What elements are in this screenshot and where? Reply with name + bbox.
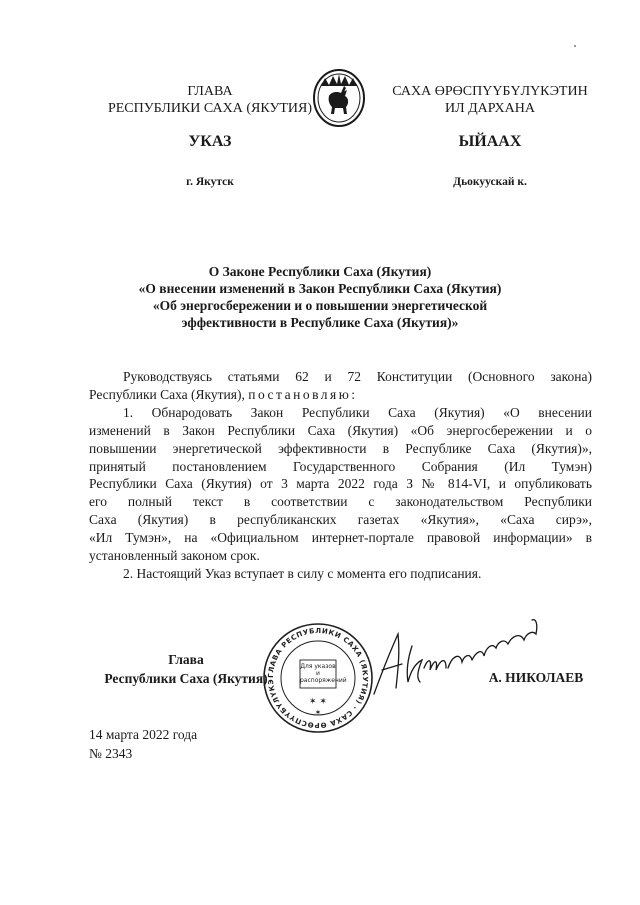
item-1-line-6: его полный текст в соответствии с законодательством Республики	[89, 494, 592, 510]
intro-line-2-start: Республики Саха (Якутия),	[89, 386, 245, 402]
title-line-4: эффективности в Республике Саха (Якутия)»	[181, 315, 459, 330]
stamp-inner-text: Для указов и распоряжений	[300, 663, 347, 684]
signatory-name: А. НИКОЛАЕВ	[488, 670, 584, 685]
document-footer	[89, 725, 339, 763]
official-stamp	[262, 622, 374, 734]
coat-of-arms-emblem	[311, 66, 367, 128]
document-number: № 2343	[89, 746, 133, 761]
intro-resolve-word: постановляю:	[248, 386, 358, 402]
header-right-line1: САХА ӨРӨСПҮҮБҮЛҮКЭТИН	[392, 84, 588, 99]
item-1-line-3: повышении энергетической эффективности в Республике Саха (Якутия)»,	[89, 440, 592, 456]
signatory-title	[86, 650, 286, 688]
title-line-3: «Об энергосбережении и о повышении энергетической	[152, 298, 488, 313]
header-right-line2: ИЛ ДАРХАНА	[444, 101, 535, 116]
title-line-1: О Законе Республики Саха (Якутия)	[208, 264, 432, 279]
item-1-line-9: установленный законом срок.	[89, 548, 260, 564]
intro-line-2	[89, 386, 592, 404]
item-1-line-4: принятый постановлением Государственного Собрания (Ил Тумэн)	[89, 458, 592, 474]
svg-text:✶: ✶	[314, 708, 322, 717]
intro-line-1: Руководствуясь статьями 62 и 72 Конституции (Основного закона)	[123, 369, 592, 384]
item-1-line-8: «Ил Тумэн», на «Официальном интернет-портале правовой информации» в	[89, 530, 592, 546]
document-date: 14 марта 2022 года	[89, 727, 198, 742]
stamp-outer-text: ГЛАВА РЕСПУБЛИКИ САХА (ЯКУТИЯ) · САХА ӨРӨСПҮҮБҮЛҮКЭ	[266, 626, 370, 730]
header-right-doc-type: ЫЙААХ	[458, 133, 522, 150]
header-left-line2: РЕСПУБЛИКИ САХА (ЯКУТИЯ)	[107, 101, 313, 116]
item-1-line-7: Саха (Якутия) в республиканских газетах «Якутия», «Саха сирэ»,	[89, 512, 592, 528]
header-right-city: Дьокуускай к.	[453, 176, 527, 188]
item-1-line-1: 1. Обнародовать Закон Республики Саха (Якутия) «О внесении	[123, 404, 592, 420]
item-1-line-2: изменений в Закон Республики Саха (Якутия) «Об энергосбережении и о	[89, 422, 592, 438]
header-left-line1: ГЛАВА	[187, 84, 233, 99]
header-left-doc-type: УКАЗ	[188, 133, 232, 150]
signatory-title-line-2: Республики Саха (Якутия)	[104, 671, 268, 686]
item-2: 2. Настоящий Указ вступает в силу с момента его подписания.	[123, 565, 482, 581]
signatory-title-line-1: Глава	[168, 652, 204, 667]
document-title	[60, 263, 580, 331]
scan-dot	[574, 45, 576, 47]
title-line-2: «О внесении изменений в Закон Республики Саха (Якутия)	[138, 281, 502, 296]
header-left-city: г. Якутск	[186, 176, 234, 188]
svg-text:✶ ✶: ✶ ✶	[309, 697, 327, 707]
document-body	[89, 368, 592, 583]
item-1-line-5: Республики Саха (Якутия) от 3 марта 2022 года З № 814-VI, и опубликовать	[89, 476, 592, 492]
header-right-block	[360, 83, 620, 117]
